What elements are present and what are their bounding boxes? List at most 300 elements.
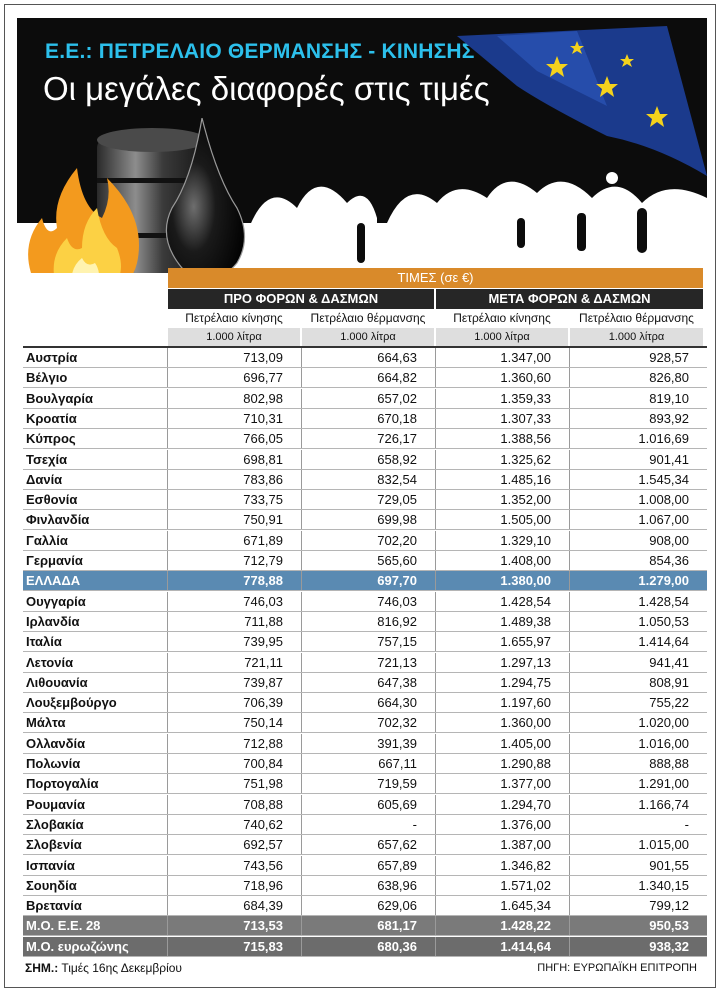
table-row xyxy=(23,632,707,652)
column-separator xyxy=(569,876,570,896)
column-separator xyxy=(167,713,168,733)
column-separator xyxy=(167,510,168,530)
price-cell: 755,22 xyxy=(649,695,689,711)
price-cell: 708,88 xyxy=(243,796,283,812)
price-cell: 1.655,97 xyxy=(500,634,551,650)
price-cell: 950,53 xyxy=(649,918,689,934)
column-separator xyxy=(569,632,570,652)
table-row xyxy=(23,693,707,713)
column-separator xyxy=(167,450,168,470)
price-cell: 1.376,00 xyxy=(500,816,551,832)
column-separator xyxy=(435,531,436,551)
column-separator xyxy=(301,734,302,754)
price-cell: 802,98 xyxy=(243,390,283,406)
price-cell: 706,39 xyxy=(243,695,283,711)
column-separator xyxy=(301,653,302,673)
column-separator xyxy=(435,429,436,449)
column-separator xyxy=(435,815,436,835)
price-cell: 783,86 xyxy=(243,471,283,487)
price-cell: 726,17 xyxy=(377,431,417,447)
column-separator xyxy=(435,450,436,470)
column-separator xyxy=(569,916,570,936)
price-cell: 1.485,16 xyxy=(500,471,551,487)
column-separator xyxy=(569,348,570,368)
price-cell: 667,11 xyxy=(378,756,417,771)
country-cell: Σλοβακία xyxy=(26,816,84,832)
price-cell: 743,56 xyxy=(243,857,283,873)
column-separator xyxy=(435,835,436,855)
unit-label: 1.000 λίτρα xyxy=(436,328,568,346)
price-cell: 1.505,00 xyxy=(500,512,551,528)
country-cell: Σλοβενία xyxy=(26,837,82,853)
unit-label: 1.000 λίτρα xyxy=(302,328,434,346)
column-separator xyxy=(301,815,302,835)
column-separator xyxy=(301,774,302,794)
table-row xyxy=(23,774,707,794)
country-cell: Δανία xyxy=(26,471,63,487)
price-cell: 1.020,00 xyxy=(638,715,689,731)
column-separator xyxy=(167,876,168,896)
column-separator xyxy=(167,571,168,591)
price-cell: 1.294,70 xyxy=(500,796,551,812)
column-separator xyxy=(435,592,436,612)
group-header-pre-tax: ΠΡΟ ΦΟΡΩΝ & ΔΑΣΜΩΝ xyxy=(168,289,434,309)
price-cell: 1.294,75 xyxy=(500,674,551,690)
column-separator xyxy=(569,551,570,571)
country-cell: Κύπρος xyxy=(26,431,76,447)
column-separator xyxy=(435,937,436,957)
column-separator xyxy=(435,389,436,409)
column-separator xyxy=(435,754,436,774)
source-credit: ΠΗΓΗ: ΕΥΡΩΠΑΪΚΗ ΕΠΙΤΡΟΠΗ xyxy=(537,962,697,974)
table-row xyxy=(23,937,707,957)
column-separator xyxy=(569,835,570,855)
row-divider xyxy=(23,956,707,957)
table-row xyxy=(23,856,707,876)
kicker-title: Ε.Ε.: ΠΕΤΡΕΛΑΙΟ ΘΕΡΜΑΝΣΗΣ - ΚΙΝΗΣΗΣ xyxy=(45,40,475,63)
price-cell: 1.279,00 xyxy=(638,573,689,589)
price-cell: 854,36 xyxy=(649,553,689,568)
price-cell: 941,41 xyxy=(649,654,689,670)
country-cell: Τσεχία xyxy=(26,451,68,467)
price-cell: 746,03 xyxy=(377,593,417,609)
price-cell: 565,60 xyxy=(377,553,417,568)
note-label: ΣΗΜ.: xyxy=(25,961,59,975)
price-cell: 1.307,33 xyxy=(500,410,551,426)
column-separator xyxy=(435,348,436,368)
price-cell: 766,05 xyxy=(243,431,283,447)
column-separator xyxy=(167,673,168,693)
column-separator xyxy=(167,490,168,510)
column-separator xyxy=(569,937,570,957)
price-cell: 680,36 xyxy=(377,938,417,954)
column-separator xyxy=(301,510,302,530)
price-cell: 1.016,69 xyxy=(638,431,689,447)
price-cell: 629,06 xyxy=(377,898,417,914)
column-separator xyxy=(435,612,436,632)
column-separator xyxy=(301,348,302,368)
price-cell: 901,55 xyxy=(649,857,689,873)
price-cell: 1.291,00 xyxy=(638,776,689,792)
column-separator xyxy=(301,856,302,876)
country-cell: Αυστρία xyxy=(26,350,78,365)
price-cell: 391,39 xyxy=(377,735,417,751)
price-cell: 664,30 xyxy=(377,695,417,711)
price-cell: 1.050,53 xyxy=(638,613,689,629)
table-row xyxy=(23,571,707,591)
price-cell: 1.387,00 xyxy=(500,837,551,853)
price-cell: 718,96 xyxy=(243,877,283,893)
column-separator xyxy=(167,551,168,571)
country-cell: Ολλανδία xyxy=(26,735,86,751)
column-separator xyxy=(301,490,302,510)
unit-label: 1.000 λίτρα xyxy=(168,328,300,346)
price-cell: 1.347,00 xyxy=(500,350,551,365)
price-cell: 1.414,64 xyxy=(638,634,689,650)
country-cell: ΕΛΛΑΔΑ xyxy=(26,573,81,589)
column-separator xyxy=(569,693,570,713)
column-separator xyxy=(167,531,168,551)
column-separator xyxy=(301,368,302,388)
note-text: Τιμές 16ης Δεκεμβρίου xyxy=(61,961,182,975)
price-cell: 1.359,33 xyxy=(500,390,551,406)
column-separator xyxy=(569,774,570,794)
column-separator xyxy=(569,531,570,551)
price-cell: 808,91 xyxy=(649,674,689,690)
price-cell: 746,03 xyxy=(243,593,283,609)
column-separator xyxy=(167,774,168,794)
price-cell: 1.388,56 xyxy=(500,431,551,447)
column-separator xyxy=(167,754,168,774)
column-separator xyxy=(435,734,436,754)
price-cell: 711,88 xyxy=(244,613,283,629)
column-separator xyxy=(301,551,302,571)
column-header: Πετρέλαιο θέρμανσης xyxy=(310,311,426,325)
country-cell: Βρετανία xyxy=(26,898,82,914)
column-separator xyxy=(435,693,436,713)
price-cell: - xyxy=(684,816,689,832)
price-cell: 1.008,00 xyxy=(638,492,689,508)
price-cell: 750,91 xyxy=(243,512,283,528)
table-row xyxy=(23,876,707,896)
column-separator xyxy=(569,856,570,876)
column-separator xyxy=(167,632,168,652)
table-row xyxy=(23,612,707,632)
price-cell: 1.290,88 xyxy=(500,756,551,771)
country-cell: Ιρλανδία xyxy=(26,613,80,629)
table-row xyxy=(23,389,707,409)
price-cell: 1.016,00 xyxy=(638,735,689,751)
column-separator xyxy=(569,389,570,409)
eu-flag-icon xyxy=(457,26,707,186)
column-separator xyxy=(167,916,168,936)
column-separator xyxy=(435,673,436,693)
column-separator xyxy=(435,409,436,429)
column-separator xyxy=(435,713,436,733)
price-cell: 670,18 xyxy=(377,410,417,426)
column-separator xyxy=(435,856,436,876)
column-separator xyxy=(301,389,302,409)
table-row xyxy=(23,531,707,551)
column-separator xyxy=(569,713,570,733)
column-separator xyxy=(569,734,570,754)
price-cell: 778,88 xyxy=(243,573,283,589)
table-row xyxy=(23,673,707,693)
column-separator xyxy=(301,693,302,713)
column-separator xyxy=(167,612,168,632)
column-separator xyxy=(569,653,570,673)
column-separator xyxy=(435,896,436,916)
column-separator xyxy=(301,409,302,429)
infographic-frame xyxy=(4,4,716,988)
price-cell: 750,14 xyxy=(243,715,283,731)
table-row xyxy=(23,754,707,774)
column-separator xyxy=(167,389,168,409)
price-cell: 1.360,00 xyxy=(500,715,551,731)
column-separator xyxy=(301,835,302,855)
table-row xyxy=(23,835,707,855)
table-row xyxy=(23,510,707,530)
column-separator xyxy=(167,835,168,855)
footer-note xyxy=(25,961,182,975)
price-cell: 605,69 xyxy=(377,796,417,812)
price-cell: 657,62 xyxy=(377,837,417,853)
column-separator xyxy=(569,450,570,470)
column-separator xyxy=(301,429,302,449)
column-separator xyxy=(569,673,570,693)
column-separator xyxy=(569,571,570,591)
column-separator xyxy=(301,713,302,733)
country-cell: Λετονία xyxy=(26,654,74,670)
country-cell: Μ.Ο. Ε.Ε. 28 xyxy=(26,918,101,934)
price-cell: 712,88 xyxy=(243,735,283,751)
table-row xyxy=(23,409,707,429)
price-cell: 638,96 xyxy=(377,877,417,893)
column-separator xyxy=(435,653,436,673)
column-separator xyxy=(569,490,570,510)
column-separator xyxy=(167,795,168,815)
column-separator xyxy=(569,612,570,632)
country-cell: Γαλλία xyxy=(26,532,68,548)
country-cell: Μάλτα xyxy=(26,715,66,731)
column-separator xyxy=(435,632,436,652)
column-separator xyxy=(301,876,302,896)
country-cell: Βουλγαρία xyxy=(26,390,93,406)
price-cell: 712,79 xyxy=(243,553,283,568)
price-cell: 901,41 xyxy=(649,451,689,467)
price-cell: 1.067,00 xyxy=(638,512,689,528)
price-cell: 739,95 xyxy=(243,634,283,650)
price-cell: 713,53 xyxy=(243,918,283,934)
price-cell: 1.428,54 xyxy=(638,593,689,609)
table-row xyxy=(23,713,707,733)
column-separator xyxy=(569,896,570,916)
column-separator xyxy=(569,815,570,835)
column-separator xyxy=(167,856,168,876)
price-cell: 715,83 xyxy=(243,938,283,954)
price-cell: 702,20 xyxy=(377,532,417,548)
price-cell: 739,87 xyxy=(243,674,283,690)
column-separator xyxy=(167,592,168,612)
table-row xyxy=(23,348,707,368)
price-cell: - xyxy=(412,816,417,832)
column-separator xyxy=(167,470,168,490)
table-row xyxy=(23,368,707,388)
column-separator xyxy=(435,368,436,388)
price-cell: 657,89 xyxy=(377,857,417,873)
column-separator xyxy=(569,429,570,449)
column-separator xyxy=(435,774,436,794)
price-cell: 1.545,34 xyxy=(638,471,689,487)
country-cell: Λουξεμβούργο xyxy=(26,695,117,711)
column-separator xyxy=(301,754,302,774)
price-cell: 664,82 xyxy=(377,370,417,386)
table-row xyxy=(23,653,707,673)
table-row xyxy=(23,450,707,470)
price-cell: 1.352,00 xyxy=(500,492,551,508)
column-separator xyxy=(569,510,570,530)
column-separator xyxy=(167,937,168,957)
country-cell: Σουηδία xyxy=(26,877,77,893)
column-separator xyxy=(569,795,570,815)
country-cell: Πολωνία xyxy=(26,756,81,771)
price-cell: 1.197,60 xyxy=(500,695,551,711)
price-cell: 1.414,64 xyxy=(500,938,551,954)
table-title: ΤΙΜΕΣ (σε €) xyxy=(168,268,703,288)
price-cell: 1.377,00 xyxy=(500,776,551,792)
price-cell: 1.408,00 xyxy=(500,553,551,568)
price-cell: 671,89 xyxy=(243,532,283,548)
price-cell: 908,00 xyxy=(649,532,689,548)
table-row xyxy=(23,551,707,571)
country-cell: Κροατία xyxy=(26,410,77,426)
column-separator xyxy=(301,612,302,632)
country-cell: Βέλγιο xyxy=(26,370,68,386)
country-cell: Ιταλία xyxy=(26,634,62,650)
price-cell: 1.329,10 xyxy=(500,532,551,548)
column-separator xyxy=(569,409,570,429)
price-cell: 1.346,82 xyxy=(500,857,551,873)
country-cell: Λιθουανία xyxy=(26,674,88,690)
column-separator xyxy=(167,348,168,368)
column-separator xyxy=(301,571,302,591)
table-row xyxy=(23,916,707,936)
price-cell: 721,11 xyxy=(244,654,283,670)
price-cell: 1.380,00 xyxy=(500,573,551,589)
price-cell: 1.340,15 xyxy=(638,877,689,893)
column-separator xyxy=(569,470,570,490)
group-header-post-tax: ΜΕΤΑ ΦΟΡΩΝ & ΔΑΣΜΩΝ xyxy=(436,289,703,309)
column-separator xyxy=(569,368,570,388)
column-separator xyxy=(167,368,168,388)
column-separator xyxy=(167,896,168,916)
column-separator xyxy=(435,795,436,815)
price-cell: 719,59 xyxy=(377,776,417,792)
price-cell: 816,92 xyxy=(377,613,417,629)
page-title: Οι μεγάλες διαφορές στις τιμές xyxy=(43,70,490,107)
column-separator xyxy=(301,916,302,936)
price-cell: 700,84 xyxy=(243,756,283,771)
column-separator xyxy=(435,490,436,510)
column-separator xyxy=(435,470,436,490)
price-cell: 1.325,62 xyxy=(500,451,551,467)
column-separator xyxy=(569,754,570,774)
table-row xyxy=(23,592,707,612)
table-row xyxy=(23,815,707,835)
price-cell: 721,13 xyxy=(377,654,417,670)
column-separator xyxy=(301,795,302,815)
price-cell: 1.360,60 xyxy=(500,370,551,386)
price-cell: 1.166,74 xyxy=(638,796,689,812)
price-cell: 740,62 xyxy=(243,816,283,832)
price-cell: 713,09 xyxy=(243,350,283,365)
column-separator xyxy=(435,916,436,936)
price-cell: 826,80 xyxy=(649,370,689,386)
price-cell: 692,57 xyxy=(243,837,283,853)
column-separator xyxy=(301,896,302,916)
price-cell: 681,17 xyxy=(377,918,417,934)
price-cell: 699,98 xyxy=(377,512,417,528)
column-separator xyxy=(301,470,302,490)
price-cell: 697,70 xyxy=(377,573,417,589)
price-cell: 1.645,34 xyxy=(500,898,551,914)
country-cell: Ρουμανία xyxy=(26,796,85,812)
price-cell: 658,92 xyxy=(377,451,417,467)
column-separator xyxy=(301,450,302,470)
price-cell: 1.428,22 xyxy=(500,918,551,934)
table-row xyxy=(23,734,707,754)
price-cell: 1.428,54 xyxy=(500,593,551,609)
column-separator xyxy=(167,693,168,713)
column-separator xyxy=(167,409,168,429)
column-separator xyxy=(301,592,302,612)
table-row xyxy=(23,490,707,510)
column-separator xyxy=(301,673,302,693)
country-cell: Γερμανία xyxy=(26,553,83,568)
column-separator xyxy=(167,429,168,449)
price-cell: 799,12 xyxy=(649,898,689,914)
price-cell: 1.405,00 xyxy=(500,735,551,751)
column-separator xyxy=(435,571,436,591)
column-separator xyxy=(167,653,168,673)
price-cell: 751,98 xyxy=(243,776,283,792)
price-cell: 684,39 xyxy=(243,898,283,914)
column-separator xyxy=(435,876,436,896)
column-separator xyxy=(301,531,302,551)
price-cell: 710,31 xyxy=(243,410,283,426)
country-cell: Φινλανδία xyxy=(26,512,90,528)
column-header: Πετρέλαιο θέρμανσης xyxy=(579,311,694,325)
price-cell: 1.297,13 xyxy=(500,654,551,670)
column-separator xyxy=(301,632,302,652)
column-separator xyxy=(435,510,436,530)
table-row xyxy=(23,470,707,490)
column-separator xyxy=(301,937,302,957)
header-banner xyxy=(17,18,707,273)
price-cell: 1.571,02 xyxy=(500,877,551,893)
price-cell: 733,75 xyxy=(243,492,283,508)
price-cell: 1.489,38 xyxy=(500,613,551,629)
price-cell: 696,77 xyxy=(243,370,283,386)
column-header: Πετρέλαιο κίνησης xyxy=(185,311,283,325)
country-cell: Μ.Ο. ευρωζώνης xyxy=(26,938,129,954)
column-separator xyxy=(167,815,168,835)
price-cell: 938,32 xyxy=(649,938,689,954)
price-cell: 893,92 xyxy=(649,410,689,426)
price-cell: 888,88 xyxy=(649,756,689,771)
price-cell: 664,63 xyxy=(377,350,417,365)
unit-label: 1.000 λίτρα xyxy=(570,328,703,346)
